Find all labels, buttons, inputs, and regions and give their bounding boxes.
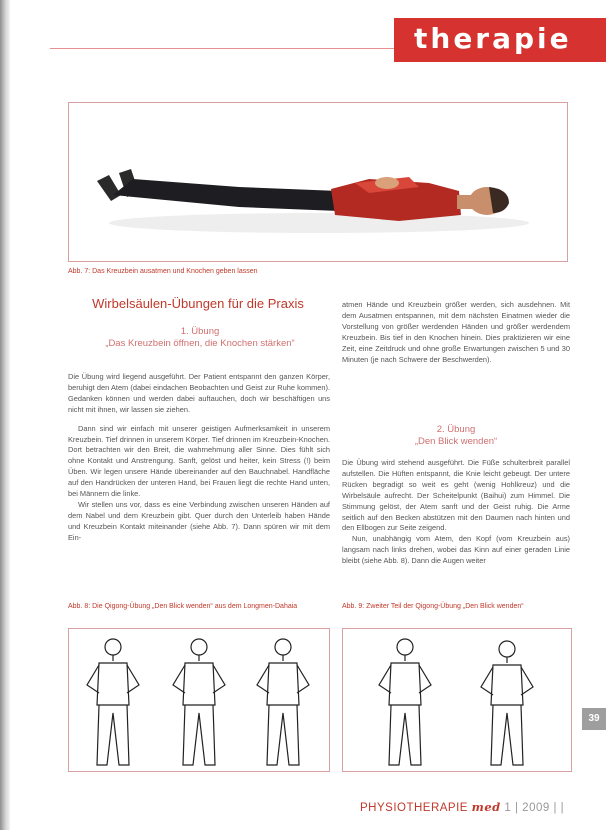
figure9-person-2 [481, 641, 533, 765]
exercise1-heading [68, 326, 332, 350]
right-bottom-paragraph-2: Nun, unabhängig vom Atem, den Kopf (vom Kreuzbein aus) langsam nach links drehen, wobei das Kinn auf einer geraden Linie bleibt (siehe Abb. 8). Dann die Augen weiter [342, 534, 570, 566]
right-bottom-paragraph-1: Die Übung wird stehend ausgeführt. Die Füße schulterbreit parallel aufstellen. Die Hüften entspannt, die Knie leicht gebeugt. Der untere Rücken begradigt so weit es geht (wenig Hohlkreuz) und die Wirbelsäule aufrecht. Der Scheitelpunkt (Baihui) zum Himmel. Die Stimmung gelöst, der Atem sanft und der Geist ruhig. Die Arme seitlich auf den Becken abstützen mit den Daumen nach hinten und den Ellbogen zur Seite zeigend. [342, 458, 570, 533]
exercise2-name: „Den Blick wenden“ [414, 436, 498, 447]
exercise2-number: 2. Übung [436, 424, 476, 435]
page-gutter-shadow [0, 0, 10, 830]
figure9-illustration [343, 629, 571, 771]
footer-med-logo: med [471, 800, 501, 814]
left-paragraph-1: Die Übung wird liegend ausgeführt. Der Patient entspannt den ganzen Körper, beruhigt den Atem (dabei eindachen Beobachten und Geist zur Ruhe kommen). Gedanken können und werden dabei auftauchen, doch wir beschäftigen uns nicht mit ihnen, wir lassen sie ziehen. [68, 372, 330, 414]
right-column-bottom-text [342, 458, 570, 588]
figure8-person-3 [257, 639, 309, 765]
right-column-top-text [342, 300, 570, 392]
footer-issue: 1 | 2009 | | [504, 802, 565, 814]
exercise1-name: „Das Kreuzbein öffnen, die Knochen stärken“ [105, 338, 295, 349]
lying-person-illustration [69, 103, 567, 261]
header-rule [50, 48, 394, 49]
left-paragraph-3: Wir stellen uns vor, dass es eine Verbindung zwischen unseren Händen auf dem Nabel und dem Kreuzbein gibt. Quer durch den Unterleib haben Hände und Kreuzbein Kontakt miteinander (siehe Abb. 7). Dann spüren wir mit dem Ein- [68, 499, 330, 542]
photo-lying-exercise [68, 102, 568, 262]
figure8-caption: Abb. 8: Die Qigong-Übung „Den Blick wenden“ aus dem Longmen-Dahaia [68, 603, 298, 610]
figure8-illustration [69, 629, 329, 771]
page-number-tab: 39 [582, 708, 606, 730]
section-header-band [394, 18, 606, 62]
figure8-standing-figures [68, 628, 330, 772]
figure9-standing-figures [342, 628, 572, 772]
right-top-paragraph: atmen Hände und Kreuzbein größer werden, sich ausdehnen. Mit dem Ausatmen entspannen, mit dem nächsten Einatmen wieder die Vorstellung von größer werdenden Händen und größer werdendem Kreuzbein. Bis tief in den Knochen hinein. Dies praktizieren wir eine Zeit, eine Zeitdruck und ohne große Erwartungen zwischen 5 und 30 Minuten (je nach Schwere der Beschwerden). [342, 300, 570, 364]
figure8-person-2 [173, 639, 225, 765]
figure9-caption: Abb. 9: Zweiter Teil der Qigong-Übung „Den Blick wenden“ [342, 603, 524, 610]
section-title: therapie [414, 22, 572, 55]
article-title: Wirbelsäulen-Übungen für die Praxis [92, 296, 304, 311]
photo-caption: Abb. 7: Das Kreuzbein ausatmen und Knochen geben lassen [68, 268, 258, 275]
left-column-text [68, 372, 330, 598]
figure9-person-1 [379, 639, 431, 765]
left-paragraph-2: Dann sind wir einfach mit unserer geistigen Aufmerksamkeit in unserem Kreuzbein. Tief drinnen in unserem Körper. Tief drinnen im Kreuzbein-Knochen. Dort betrachten wir den Breit, die wahrnehmung aller Sinne. Dies fühlt sich ohne Kontakt und Anstrengung. Sanft, gelöst und heiter, kein Stress (!) beim Üben. Wir legen unsere Hände übereinander auf den Bauchnabel. Handfläche auf den Handrücken der unteren Hand, bei Frauen liegt die rechte Hand unten, bei Männern die linke. [68, 423, 330, 499]
exercise1-number: 1. Übung [180, 326, 220, 337]
footer-magazine [360, 800, 564, 814]
figure8-person-1 [87, 639, 139, 765]
footer-magazine-name: PHYSIOTHERAPIE [360, 802, 468, 814]
exercise2-heading [342, 424, 570, 448]
